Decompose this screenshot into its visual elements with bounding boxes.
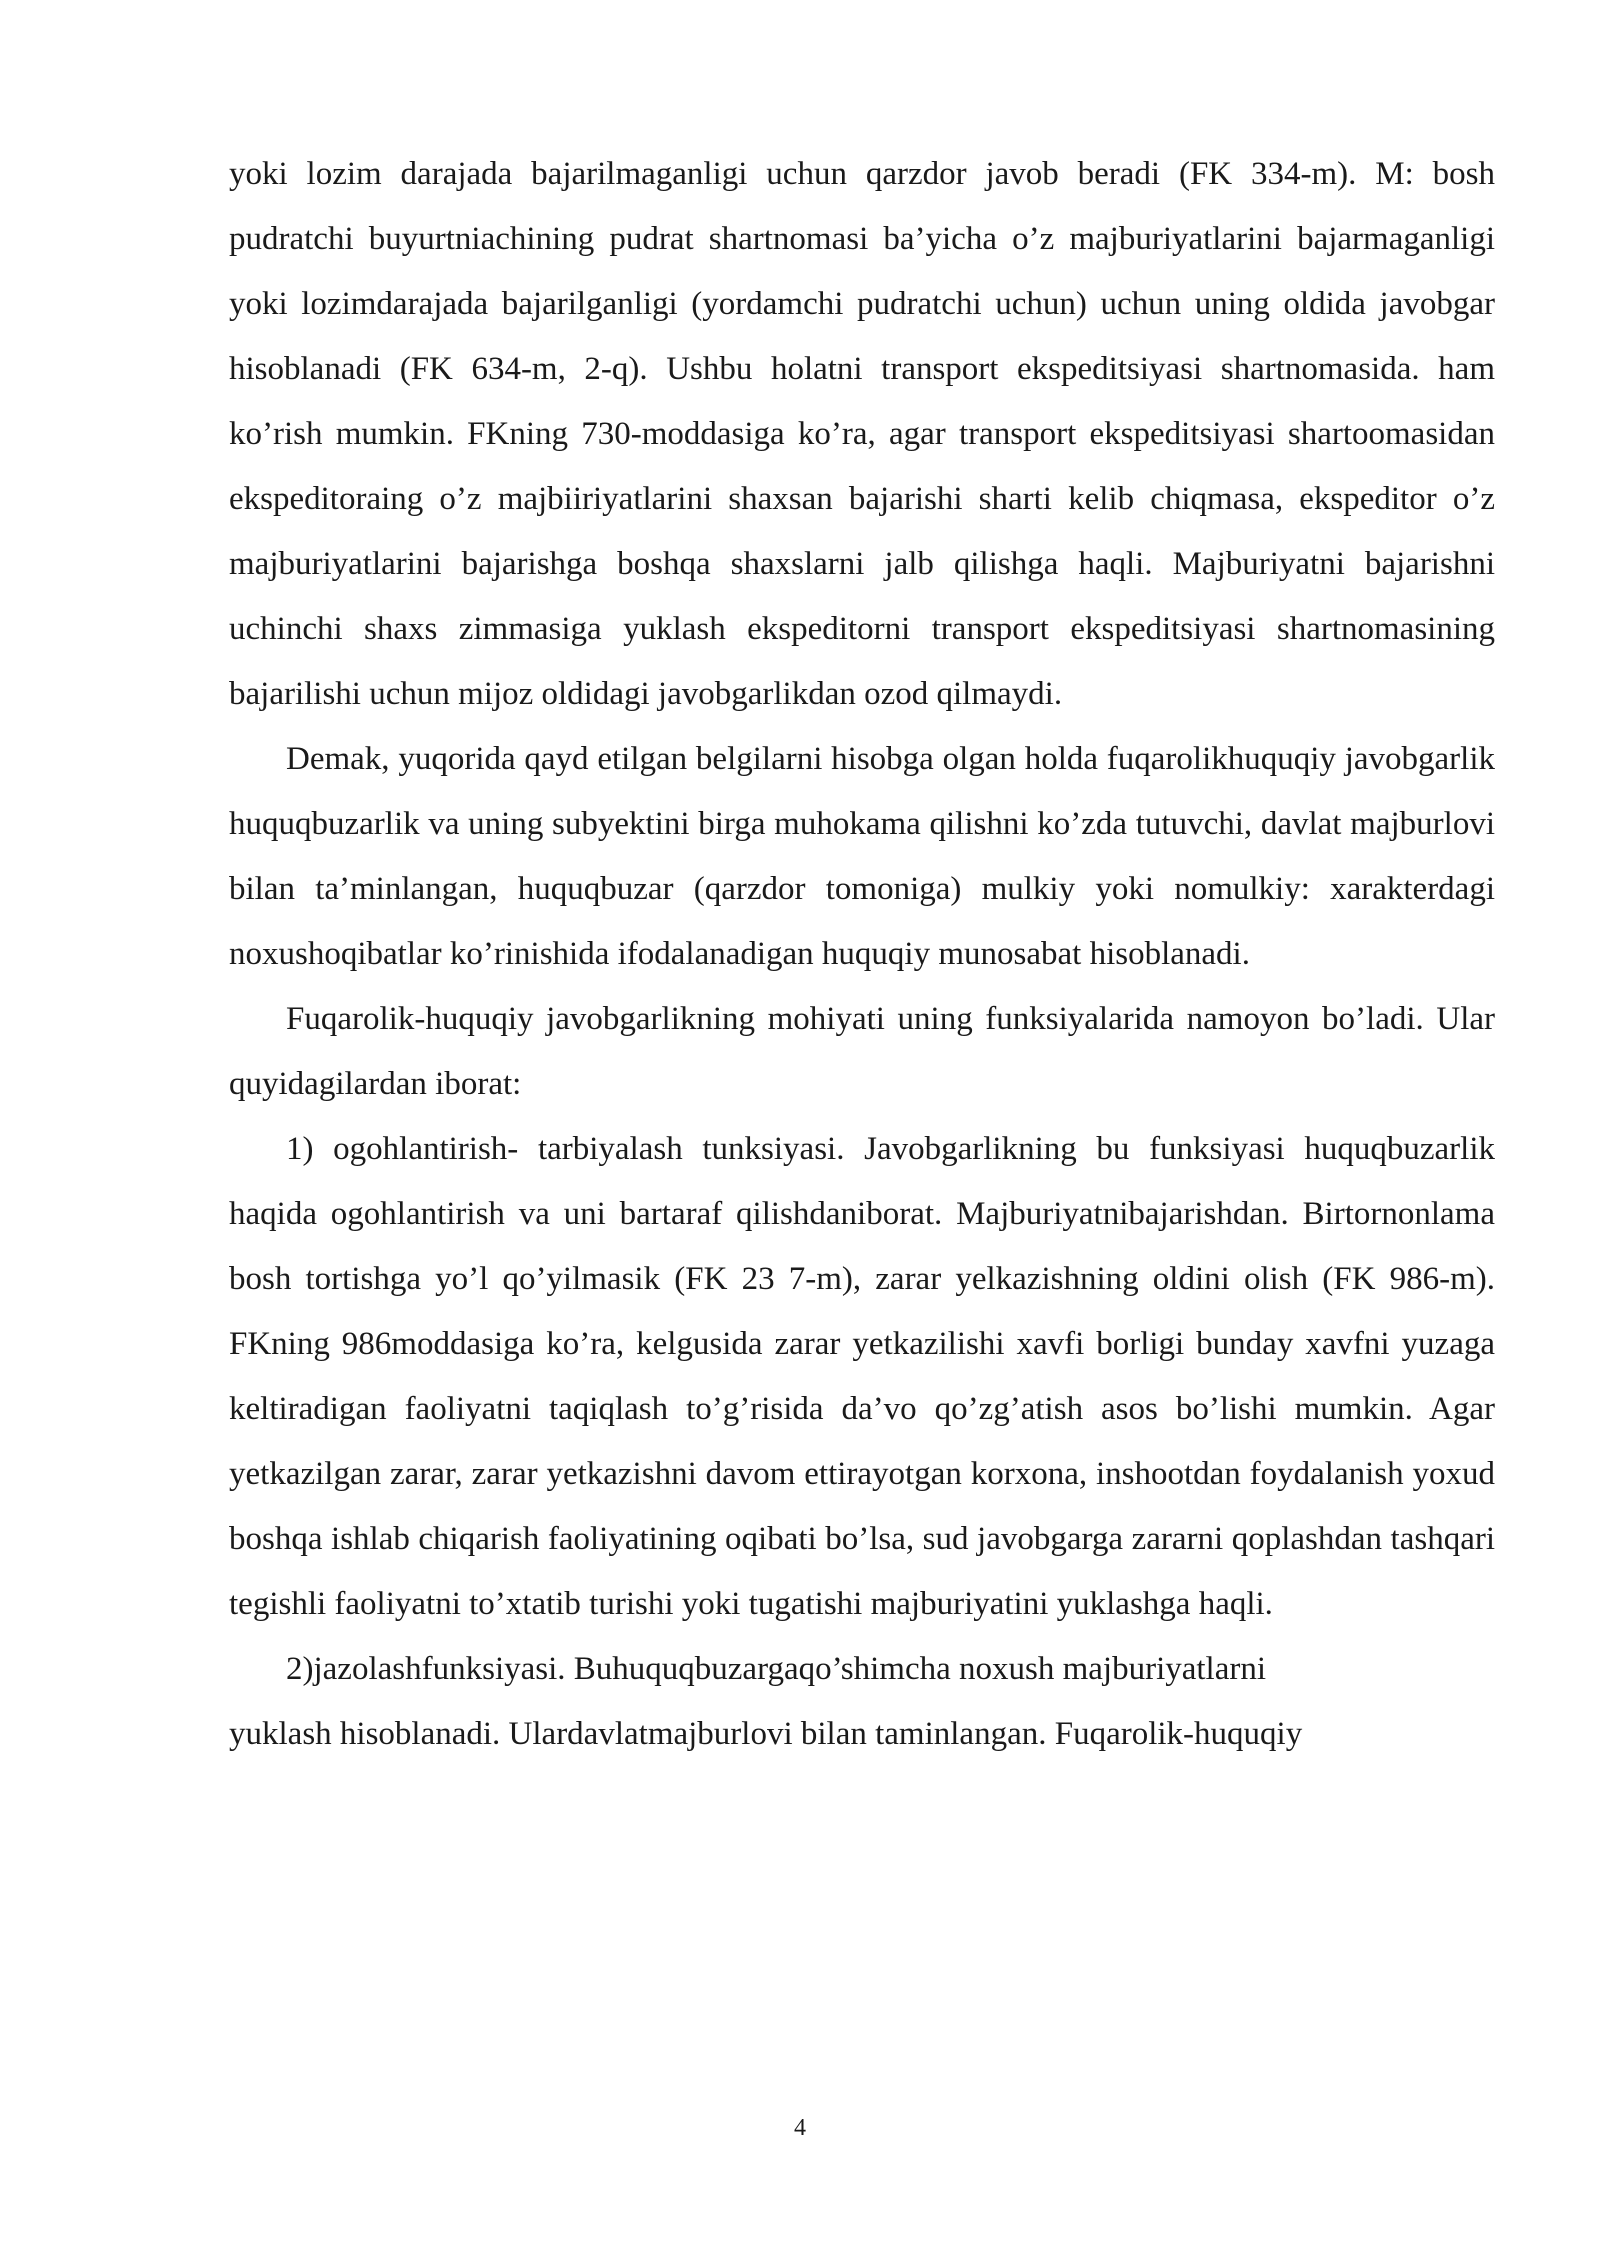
paragraph-2: Demak, yuqorida qayd etilgan belgilarni hisobga olgan holda fuqarolikhuquqiy javobgarlik huquqbuzarlik va uning subyektini birga muhokama qilishni ko’zda tutuvchi, davlat majburlovi bilan ta’minlangan, huquqbuzar (qarzdor tomoniga) mulkiy yoki nomulkiy: xarakterdagi noxushoqibatlar ko’rinishida ifodalanadigan huquqiy munosabat hisoblanadi.	[229, 741, 1495, 972]
paragraph-4: 1) ogohlantirish- tarbiyalash tunksiyasi. Javobgarlikning bu funksiyasi huquqbuzarlik haqida ogohlantirish va uni bartaraf qilishdaniborat. Majburiyatnibajarishdan. Birtornonlama bosh tortishga yo’l qo’yilmasik (FK 23 7-m), zarar yelkazishning oldini olish (FK 986-m). FKning 986moddasiga ko’ra, kelgusida zarar yetkazilishi xavfi borligi bunday xavfni yuzaga keltiradigan faoliyatni taqiqlash to’g’risida da’vo qo’zg’atish asos bo’lishi mumkin. Agar yetkazilgan zarar, zarar yetkazishni davom ettirayotgan korxona, inshootdan foydalanish yoxud boshqa ishlab chiqarish faoliyatining oqibati bo’lsa, sud javobgarga zararni qoplashdan tashqari tegishli faoliyatni to’xtatib turishi yoki tugatishi majburiyatini yuklashga haqli.	[229, 1131, 1495, 1622]
paragraph-1: yoki lozim darajada bajarilmaganligi uchun qarzdor javob beradi (FK 334-m). M: bosh pudratchi buyurtniachining pudrat shartnomasi ba’yicha o’z majburiyatlarini bajarmaganligi yoki lozimdarajada bajarilganligi (yordamchi pudratchi uchun) uchun uning oldida javobgar hisoblanadi (FK 634-m, 2-q). Ushbu holatni transport ekspeditsiyasi shartnomasida. ham ko’rish mumkin. FKning 730-moddasiga ko’ra, agar transport ekspeditsiyasi shartoomasidan ekspeditoraing o’z majbiiriyatlarini shaxsan bajarishi sharti kelib chiqmasa, ekspeditor o’z majburiyatlarini bajarishga boshqa shaxslarni jalb qilishga haqli. Majburiyatni bajarishni uchinchi shaxs zimmasiga yuklash ekspeditorni transport ekspeditsiyasi shartnomasining bajarilishi uchun mijoz oldidagi javobgarlikdan ozod qilmaydi.	[229, 156, 1495, 712]
document-body	[229, 142, 1495, 1767]
paragraph-5	[229, 1637, 1495, 1767]
paragraph-5-line-2: yuklash hisoblanadi. Ulardavlatmajburlovi bilan taminlangan. Fuqarolik-huquqiy	[229, 1716, 1303, 1752]
page-number: 4	[794, 2115, 806, 2141]
paragraph-5-line-1: 2)jazolashfunksiyasi. Buhuquqbuzargaqo’shimcha noxush majburiyatlarni	[286, 1651, 1267, 1687]
paragraph-3: Fuqarolik-huquqiy javobgarlikning mohiyati uning funksiyalarida namoyon bo’ladi. Ular quyidagilardan iborat:	[229, 1001, 1495, 1102]
